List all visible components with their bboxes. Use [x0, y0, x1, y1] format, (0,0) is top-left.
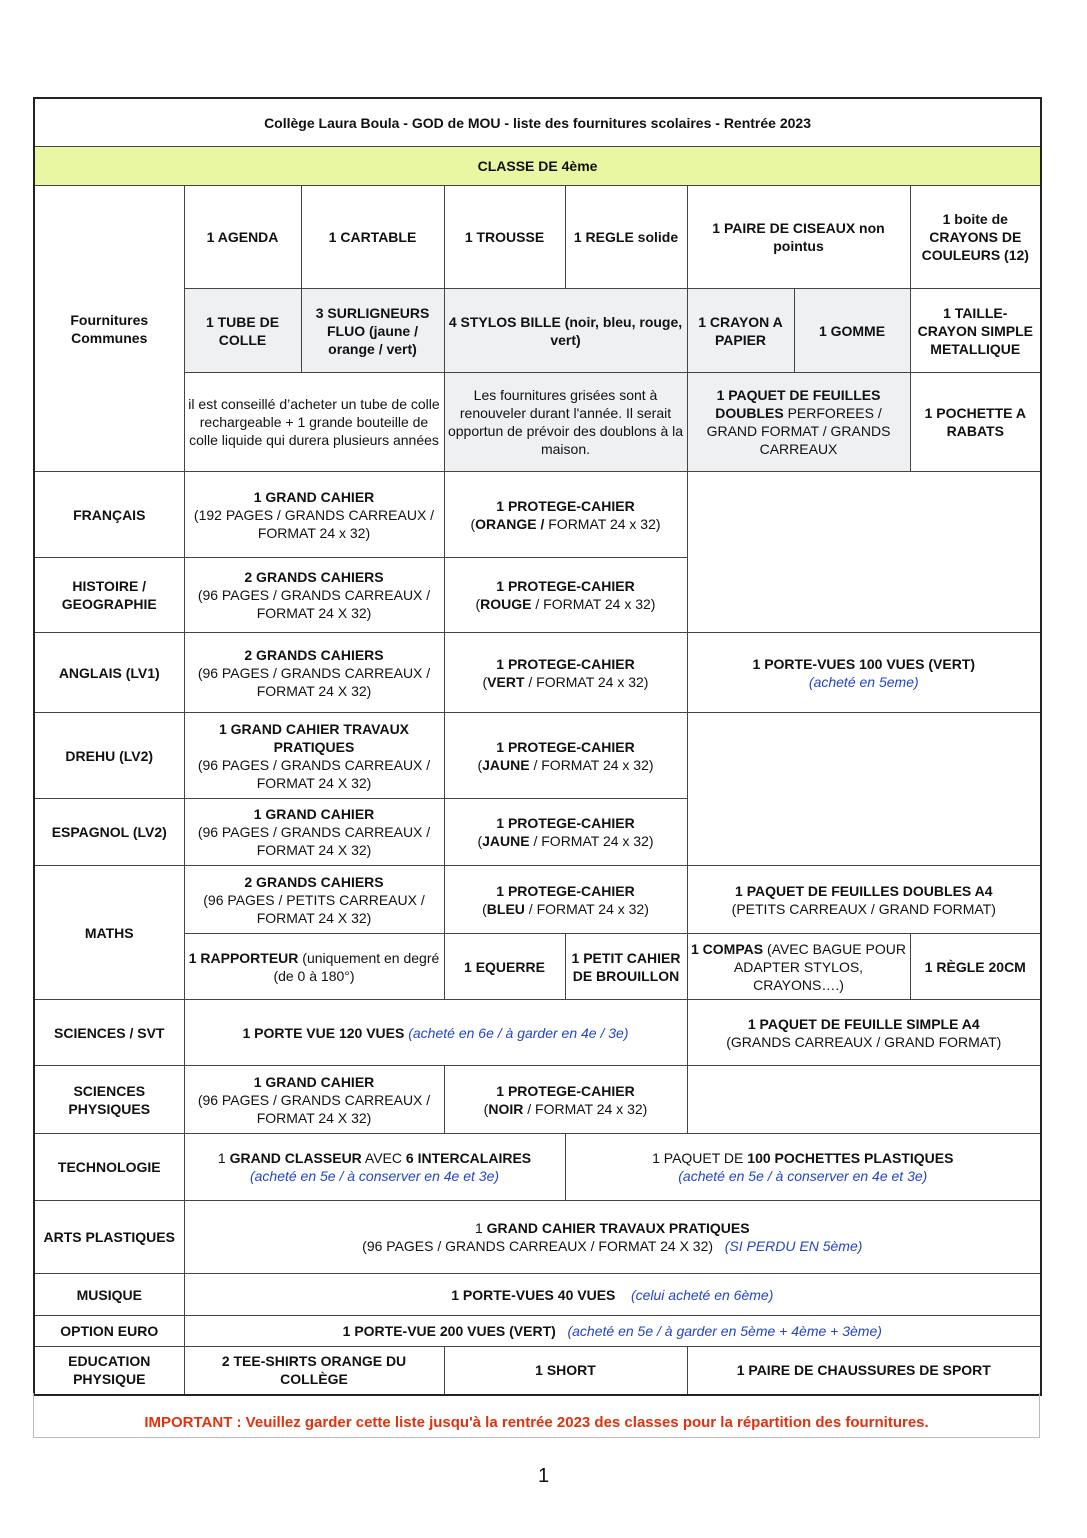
row-physique	[34, 1066, 1041, 1134]
important-note: IMPORTANT : Veuillez garder cette liste jusqu'à la rentrée 2023 des classes pour la répartition des fournitures.	[33, 1393, 1040, 1438]
page-title: Collège Laura Boula - GOD de MOU - liste des fournitures scolaires - Rentrée 2023	[34, 98, 1041, 147]
maths-feuilles-bold: 1 PAQUET DE FEUILLES DOUBLES A4	[735, 882, 993, 899]
item-crayon-papier: 1 CRAYON A PAPIER	[687, 289, 794, 373]
empty-cell	[687, 472, 1041, 633]
techno-classeur	[184, 1134, 565, 1201]
espagnol-cahier-bold: 1 GRAND CAHIER	[253, 806, 375, 822]
techno-classeur-note: (acheté en 5e / à conserver en 4e et 3e)	[249, 1168, 500, 1184]
maths-protege-rest: / FORMAT 24 x 32)	[524, 900, 649, 917]
arts-cahier	[184, 1201, 1041, 1274]
row-arts	[34, 1201, 1041, 1274]
drehu-protege-bold: 1 PROTEGE-CAHIER	[496, 738, 635, 755]
item-cartable: 1 CARTABLE	[301, 186, 444, 289]
svt-portevue-note: (acheté en 6e / à garder en 4e / 3e)	[408, 1024, 629, 1041]
row-maths-1	[34, 866, 1041, 934]
title-row	[34, 98, 1041, 147]
drehu-cahier	[184, 713, 444, 799]
maths-compas	[687, 934, 910, 1000]
techno-pochettes	[565, 1134, 1041, 1201]
arts-line1-b: GRAND CAHIER TRAVAUX PRATIQUES	[486, 1220, 750, 1236]
anglais-protege-bold: 1 PROTEGE-CAHIER	[496, 655, 635, 672]
anglais-protege-color: VERT	[487, 673, 525, 690]
item-trousse: 1 TROUSSE	[444, 186, 565, 289]
row-drehu	[34, 713, 1041, 799]
item-gomme: 1 GOMME	[794, 289, 910, 373]
techno-classeur-b1: GRAND CLASSEUR	[229, 1150, 362, 1166]
maths-cahier	[184, 866, 444, 934]
maths-protege-color: BLEU	[486, 900, 525, 917]
arts-line2-note: (SI PERDU EN 5ème)	[724, 1238, 863, 1254]
arts-line2: (96 PAGES / GRANDS CARREAUX / FORMAT 24 X 32)	[362, 1238, 714, 1254]
francais-cahier	[184, 472, 444, 558]
francais-protege-rest: FORMAT 24 x 32)	[548, 515, 661, 532]
supplies-sheet	[33, 97, 1040, 1396]
drehu-protege: 1 PROTEGE-CAHIER (JAUNE / FORMAT 24 x 32)	[444, 713, 687, 799]
subject-arts: ARTS PLASTIQUES	[34, 1201, 184, 1274]
classe-row	[34, 147, 1041, 186]
svt-feuille-bold: 1 PAQUET DE FEUILLE SIMPLE A4	[747, 1015, 980, 1032]
item-crayons-couleurs: 1 boite de CRAYONS DE COULEURS (12)	[910, 186, 1041, 289]
item-regle: 1 REGLE solide	[565, 186, 687, 289]
histoire-protege-color: ROUGE	[480, 596, 532, 612]
techno-classeur-p2: AVEC	[361, 1150, 406, 1166]
feuilles-rest: PERFOREES / GRAND FORMAT / GRANDS CARREAUX	[706, 405, 891, 457]
techno-pochettes-b1: 100 POCHETTES PLASTIQUES	[747, 1150, 954, 1166]
communes-label: Fournitures Communes	[34, 186, 184, 472]
euro-item	[184, 1316, 1041, 1347]
maths-compas-rest: (AVEC BAGUE POUR ADAPTER STYLOS, CRAYONS….)	[733, 940, 906, 993]
physique-cahier-bold: 1 GRAND CAHIER	[253, 1073, 375, 1090]
svt-feuille	[687, 1000, 1041, 1066]
subject-svt: SCIENCES / SVT	[34, 1000, 184, 1066]
techno-classeur-p1: 1	[217, 1150, 230, 1166]
item-surligneurs: 3 SURLIGNEURS FLUO (jaune / orange / vert)	[301, 289, 444, 373]
subject-maths: MATHS	[34, 866, 184, 1000]
espagnol-cahier-rest: (96 PAGES / GRANDS CARREAUX / FORMAT 24 X 32)	[197, 824, 431, 858]
item-agenda: 1 AGENDA	[184, 186, 301, 289]
maths-cahier-rest: (96 PAGES / PETITS CARREAUX / FORMAT 24 X 32)	[203, 891, 425, 926]
eps-short: 1 SHORT	[444, 1347, 687, 1395]
physique-cahier	[184, 1066, 444, 1134]
drehu-protege-color: JAUNE	[482, 756, 530, 773]
espagnol-protege-bold: 1 PROTEGE-CAHIER	[496, 815, 635, 831]
subject-histoire: HISTOIRE / GEOGRAPHIE	[34, 558, 184, 633]
physique-protege-rest: / FORMAT 24 x 32)	[523, 1100, 648, 1117]
maths-compas-bold: 1 COMPAS	[691, 940, 764, 957]
page-number: 1	[537, 1465, 550, 1487]
subject-espagnol: ESPAGNOL (LV2)	[34, 799, 184, 866]
histoire-cahier	[184, 558, 444, 633]
physique-cahier-rest: (96 PAGES / GRANDS CARREAUX / FORMAT 24 X 32)	[197, 1091, 431, 1126]
item-feuilles-doubles	[687, 373, 910, 472]
subject-drehu: DREHU (LV2)	[34, 713, 184, 799]
espagnol-protege-rest: / FORMAT 24 x 32)	[529, 833, 654, 849]
row-eps	[34, 1347, 1041, 1395]
anglais-portevues-label: 1 PORTE-VUES 100 VUES (VERT)	[752, 655, 976, 672]
subject-euro: OPTION EURO	[34, 1316, 184, 1347]
espagnol-cahier	[184, 799, 444, 866]
empty-cell	[687, 1066, 1041, 1134]
maths-feuilles	[687, 866, 1041, 934]
histoire-protege: 1 PROTEGE-CAHIER (ROUGE / FORMAT 24 x 32)	[444, 558, 687, 633]
histoire-cahier-bold: 2 GRANDS CAHIERS	[244, 569, 384, 585]
feuilles-bold: 1 PAQUET DE FEUILLES DOUBLES	[715, 387, 881, 421]
maths-protege-bold: 1 PROTEGE-CAHIER	[496, 882, 635, 899]
communes-row-2	[34, 289, 1041, 373]
espagnol-protege-color: JAUNE	[482, 833, 530, 849]
maths-rapporteur	[184, 934, 444, 1000]
histoire-protege-bold: 1 PROTEGE-CAHIER	[496, 578, 635, 594]
svt-portevue	[184, 1000, 687, 1066]
francais-cahier-bold: 1 GRAND CAHIER	[253, 488, 375, 505]
subject-francais: FRANÇAIS	[34, 472, 184, 558]
anglais-protege-rest: / FORMAT 24 x 32)	[524, 673, 649, 690]
row-anglais	[34, 633, 1041, 713]
histoire-cahier-rest: (96 PAGES / GRANDS CARREAUX / FORMAT 24 X 32)	[197, 587, 431, 621]
row-francais	[34, 472, 1041, 558]
subject-anglais: ANGLAIS (LV1)	[34, 633, 184, 713]
techno-classeur-b2: 6 INTERCALAIRES	[405, 1150, 532, 1166]
subject-physique: SCIENCES PHYSIQUES	[34, 1066, 184, 1134]
row-techno	[34, 1134, 1041, 1201]
francais-protege-bold: 1 PROTEGE-CAHIER	[496, 497, 635, 514]
maths-rapporteur-bold: 1 RAPPORTEUR	[188, 949, 299, 966]
histoire-protege-rest: / FORMAT 24 x 32)	[531, 596, 656, 612]
physique-protege: 1 PROTEGE-CAHIER (NOIR / FORMAT 24 x 32)	[444, 1066, 687, 1134]
note-colle: il est conseillé d’acheter un tube de colle rechargeable + 1 grande bouteille de colle liquide qui durera plusieurs années	[184, 373, 444, 472]
musique-item-label: 1 PORTE-VUES 40 VUES	[451, 1286, 616, 1303]
francais-cahier-rest: (192 PAGES / GRANDS CARREAUX / FORMAT 24 x 32)	[193, 506, 435, 541]
euro-note: (acheté en 5e / à garder en 5ème + 4ème + 3ème)	[567, 1323, 882, 1339]
euro-item-label: 1 PORTE-VUE 200 VUES (VERT)	[342, 1323, 556, 1339]
item-stylos: 4 STYLOS BILLE (noir, bleu, rouge, vert)	[444, 289, 687, 373]
subject-techno: TECHNOLOGIE	[34, 1134, 184, 1201]
supplies-table	[33, 97, 1042, 1396]
subject-eps: EDUCATION PHYSIQUE	[34, 1347, 184, 1395]
subject-musique: MUSIQUE	[34, 1274, 184, 1316]
communes-row-3	[34, 373, 1041, 472]
physique-protege-bold: 1 PROTEGE-CAHIER	[496, 1082, 635, 1099]
row-euro	[34, 1316, 1041, 1347]
techno-pochettes-p1: 1 PAQUET DE	[652, 1150, 748, 1166]
drehu-cahier-bold: 1 GRAND CAHIER TRAVAUX PRATIQUES	[218, 720, 410, 755]
arts-line1-p: 1	[474, 1220, 487, 1236]
anglais-portevues-note: (acheté en 5eme)	[808, 673, 919, 690]
row-svt	[34, 1000, 1041, 1066]
anglais-cahier-rest: (96 PAGES / GRANDS CARREAUX / FORMAT 24 X 32)	[197, 664, 431, 699]
item-taille-crayon: 1 TAILLE-CRAYON SIMPLE METALLIQUE	[910, 289, 1041, 373]
eps-teeshirts: 2 TEE-SHIRTS ORANGE DU COLLÈGE	[184, 1347, 444, 1395]
maths-brouillon: 1 PETIT CAHIER DE BROUILLON	[565, 934, 687, 1000]
row-musique	[34, 1274, 1041, 1316]
anglais-cahier	[184, 633, 444, 713]
maths-regle: 1 RÈGLE 20CM	[910, 934, 1041, 1000]
maths-rapporteur-rest: (uniquement en degré (de 0 à 180°)	[273, 949, 440, 984]
drehu-protege-rest: / FORMAT 24 x 32)	[529, 756, 654, 773]
maths-cahier-bold: 2 GRANDS CAHIERS	[244, 873, 384, 890]
anglais-protege: 1 PROTEGE-CAHIER (VERT / FORMAT 24 x 32)	[444, 633, 687, 713]
espagnol-protege: 1 PROTEGE-CAHIER (JAUNE / FORMAT 24 x 32)	[444, 799, 687, 866]
row-maths-2	[34, 934, 1041, 1000]
item-tube-colle: 1 TUBE DE COLLE	[184, 289, 301, 373]
eps-chaussures: 1 PAIRE DE CHAUSSURES DE SPORT	[687, 1347, 1041, 1395]
empty-cell	[687, 713, 1041, 866]
note-grisees: Les fournitures grisées sont à renouveler durant l'année. Il serait opportun de prévoir des doublons à la maison.	[444, 373, 687, 472]
svt-feuille-rest: (GRANDS CARREAUX / GRAND FORMAT)	[726, 1033, 1002, 1050]
anglais-portevues	[687, 633, 1041, 713]
class-level: CLASSE DE 4ème	[34, 147, 1041, 186]
item-pochette: 1 POCHETTE A RABATS	[910, 373, 1041, 472]
maths-equerre: 1 EQUERRE	[444, 934, 565, 1000]
physique-protege-color: NOIR	[488, 1100, 524, 1117]
communes-row-1	[34, 186, 1041, 289]
svt-portevue-bold: 1 PORTE VUE 120 VUES	[242, 1024, 405, 1041]
item-ciseaux: 1 PAIRE DE CISEAUX non pointus	[687, 186, 910, 289]
techno-pochettes-note: (acheté en 5e / à conserver en 4e et 3e)	[678, 1168, 928, 1184]
francais-protege: 1 PROTEGE-CAHIER (ORANGE / FORMAT 24 x 32)	[444, 472, 687, 558]
musique-item	[184, 1274, 1041, 1316]
drehu-cahier-rest: (96 PAGES / GRANDS CARREAUX / FORMAT 24 X 32)	[197, 756, 431, 791]
musique-note: (celui acheté en 6ème)	[630, 1286, 774, 1303]
maths-feuilles-rest: (PETITS CARREAUX / GRAND FORMAT)	[731, 900, 996, 917]
maths-protege: 1 PROTEGE-CAHIER (BLEU / FORMAT 24 x 32)	[444, 866, 687, 934]
anglais-cahier-bold: 2 GRANDS CAHIERS	[244, 646, 384, 663]
francais-protege-color: ORANGE /	[475, 515, 549, 532]
